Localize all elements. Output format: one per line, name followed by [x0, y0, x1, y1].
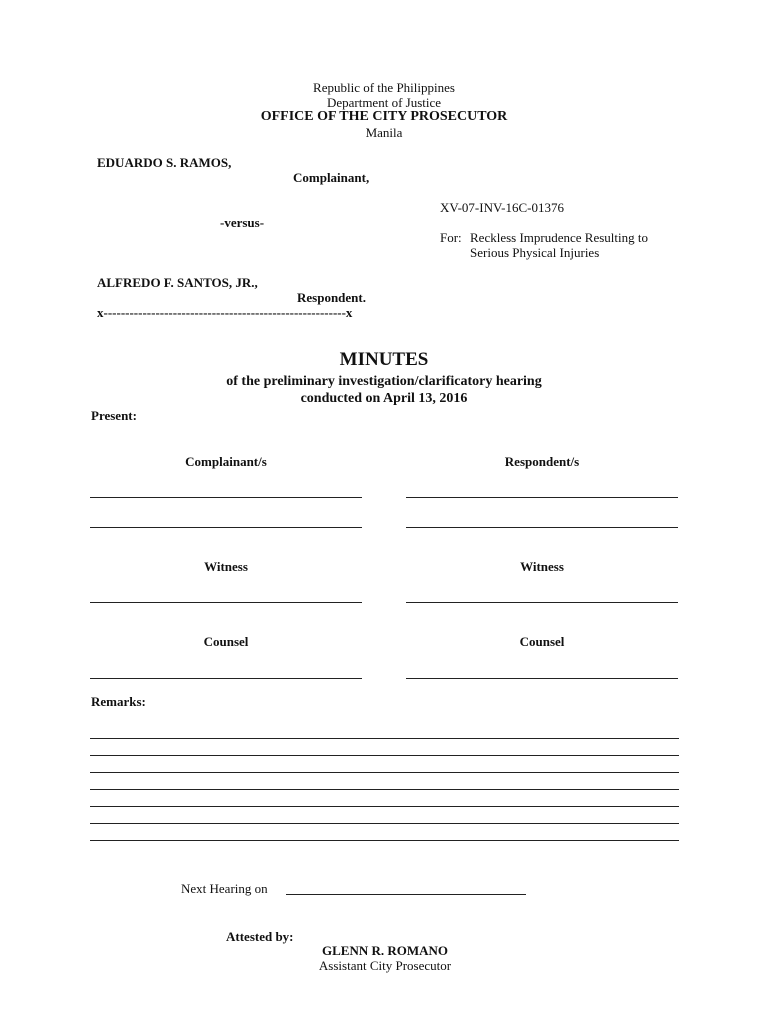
- counsel-right-heading: Counsel: [519, 634, 565, 649]
- present-label: Present:: [91, 408, 137, 423]
- next-hearing-line: [286, 894, 526, 895]
- respondent-role: Respondent.: [297, 290, 366, 305]
- respondent-signature-line: [406, 497, 678, 498]
- case-number: XV-07-INV-16C-01376: [440, 200, 564, 215]
- header-department: Department of Justice: [326, 95, 442, 110]
- remarks-line: [90, 772, 679, 773]
- prosecutor-title: Assistant City Prosecutor: [318, 958, 452, 973]
- remarks-line: [90, 823, 679, 824]
- versus-label: -versus-: [220, 215, 265, 230]
- complainant-signature-line: [90, 497, 362, 498]
- witness-left-heading: Witness: [204, 559, 248, 574]
- witness-right-heading: Witness: [520, 559, 564, 574]
- attested-by-label: Attested by:: [226, 929, 294, 944]
- header-city: Manila: [365, 125, 403, 140]
- remarks-line: [90, 806, 679, 807]
- next-hearing-label: Next Hearing on: [181, 881, 268, 896]
- offense-line-2: Serious Physical Injuries: [470, 245, 600, 260]
- respondent-name: ALFREDO F. SANTOS, JR.,: [97, 275, 258, 290]
- remarks-line: [90, 789, 679, 790]
- offense-line-1: Reckless Imprudence Resulting to: [470, 230, 648, 245]
- offense-for-label: For:: [440, 230, 462, 245]
- counsel-left-signature-line: [90, 678, 362, 679]
- caption-separator: x--------------------------------------------------------x: [97, 305, 353, 320]
- complainants-heading: Complainant/s: [185, 454, 267, 469]
- respondents-heading: Respondent/s: [504, 454, 580, 469]
- header-republic: Republic of the Philippines: [313, 80, 455, 95]
- remarks-label: Remarks:: [91, 694, 146, 709]
- respondent-signature-line: [406, 527, 678, 528]
- remarks-line: [90, 755, 679, 756]
- remarks-line: [90, 738, 679, 739]
- complainant-role: Complainant,: [293, 170, 370, 185]
- complainant-signature-line: [90, 527, 362, 528]
- witness-right-signature-line: [406, 602, 678, 603]
- minutes-subtitle-1: of the preliminary investigation/clarificatory hearing: [226, 374, 542, 389]
- minutes-subtitle-2: conducted on April 13, 2016: [300, 391, 468, 406]
- complainant-name: EDUARDO S. RAMOS,: [97, 155, 232, 170]
- header-office: OFFICE OF THE CITY PROSECUTOR: [260, 109, 508, 124]
- prosecutor-name: GLENN R. ROMANO: [321, 943, 449, 958]
- counsel-right-signature-line: [406, 678, 678, 679]
- witness-left-signature-line: [90, 602, 362, 603]
- minutes-title: MINUTES: [339, 349, 429, 370]
- counsel-left-heading: Counsel: [203, 634, 249, 649]
- remarks-line: [90, 840, 679, 841]
